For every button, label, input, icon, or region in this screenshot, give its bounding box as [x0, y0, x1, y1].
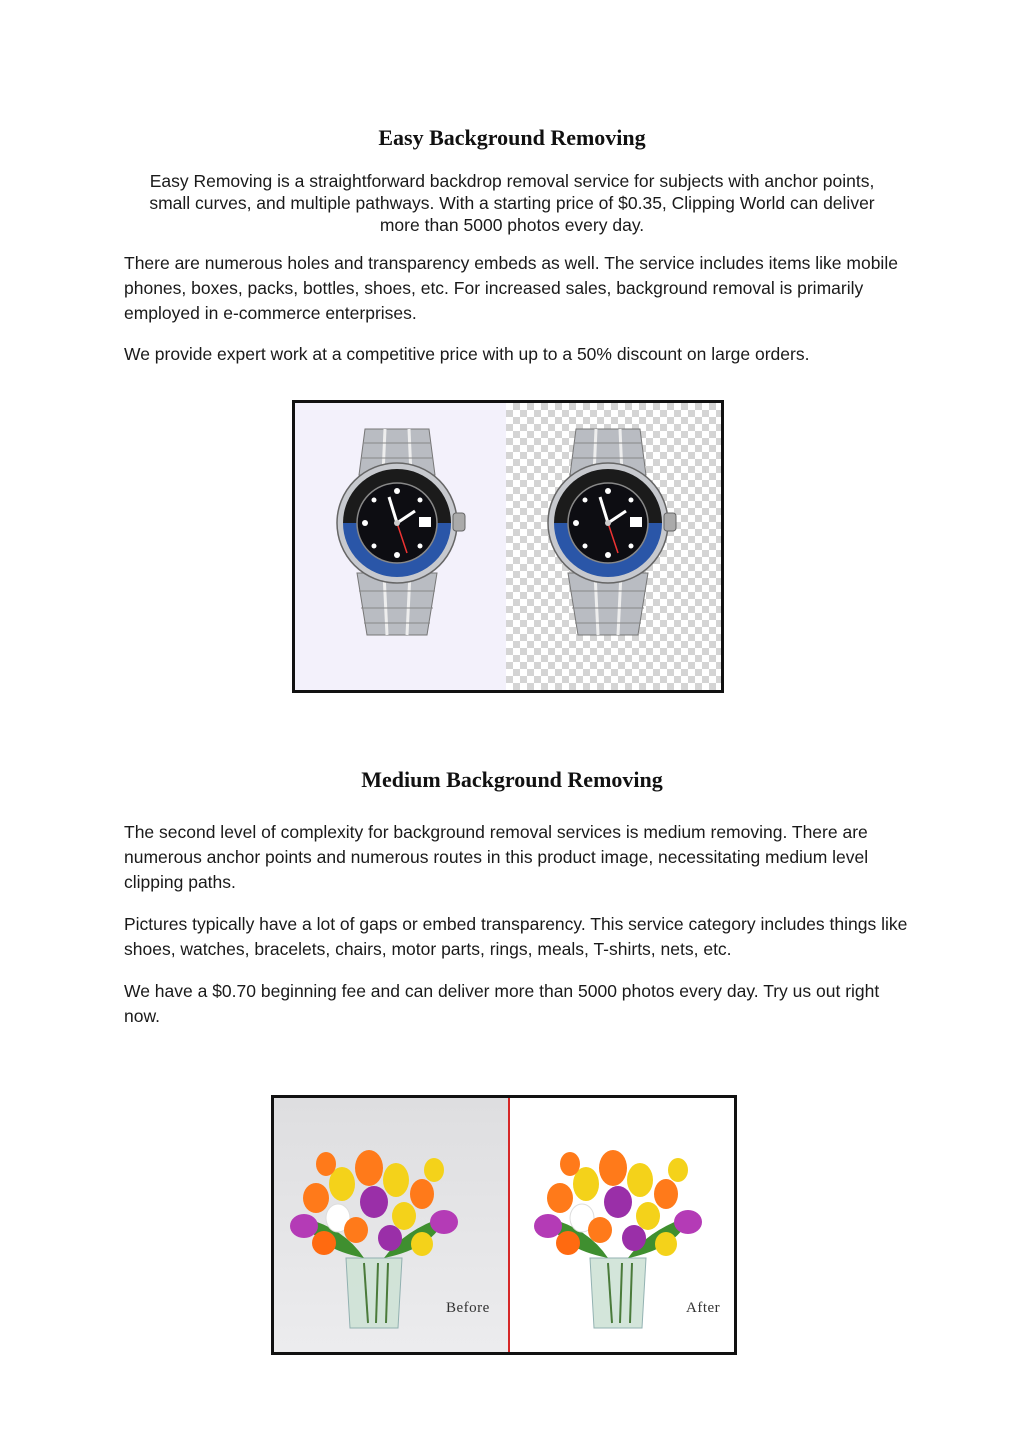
tulips-before-panel — [274, 1098, 508, 1352]
after-label: After — [686, 1300, 721, 1316]
body-paragraph: We have a $0.70 beginning fee and can deliver more than 5000 photos every day. Try us out right now. — [124, 981, 880, 1026]
watch-removed-background-panel — [506, 403, 721, 690]
tulips-before-after-image — [271, 1095, 737, 1355]
watch-original-panel — [295, 403, 506, 690]
before-label: Before — [446, 1300, 490, 1316]
watch-illustration — [506, 403, 721, 690]
body-paragraph: We provide expert work at a competitive price with up to a 50% discount on large orders. — [124, 344, 810, 364]
watch-illustration — [295, 403, 506, 690]
tulips-after-panel — [510, 1098, 734, 1352]
section-intro-paragraph: Easy Removing is a straightforward backdrop removal service for subjects with anchor points, small curves, and multiple pathways. With a starting price of $0.35, Clipping World can deliver more than 5000 photos every day. — [149, 171, 875, 235]
body-paragraph: Pictures typically have a lot of gaps or embed transparency. This service category includes things like shoes, watches, bracelets, chairs, motor parts, rings, meals, T-shirts, nets, etc. — [124, 914, 908, 959]
watch-before-after-image — [292, 400, 724, 693]
section-heading-easy: Easy Background Removing — [378, 125, 646, 150]
section-heading-medium: Medium Background Removing — [361, 767, 663, 792]
body-paragraph: There are numerous holes and transparency embeds as well. The service includes items like mobile phones, boxes, packs, bottles, shoes, etc. For increased sales, background removal is primarily employed in e-commerce enterprises. — [124, 253, 898, 323]
body-paragraph: The second level of complexity for background removal services is medium removing. There are numerous anchor points and numerous routes in this product image, necessitating medium level clipping paths. — [124, 822, 869, 892]
